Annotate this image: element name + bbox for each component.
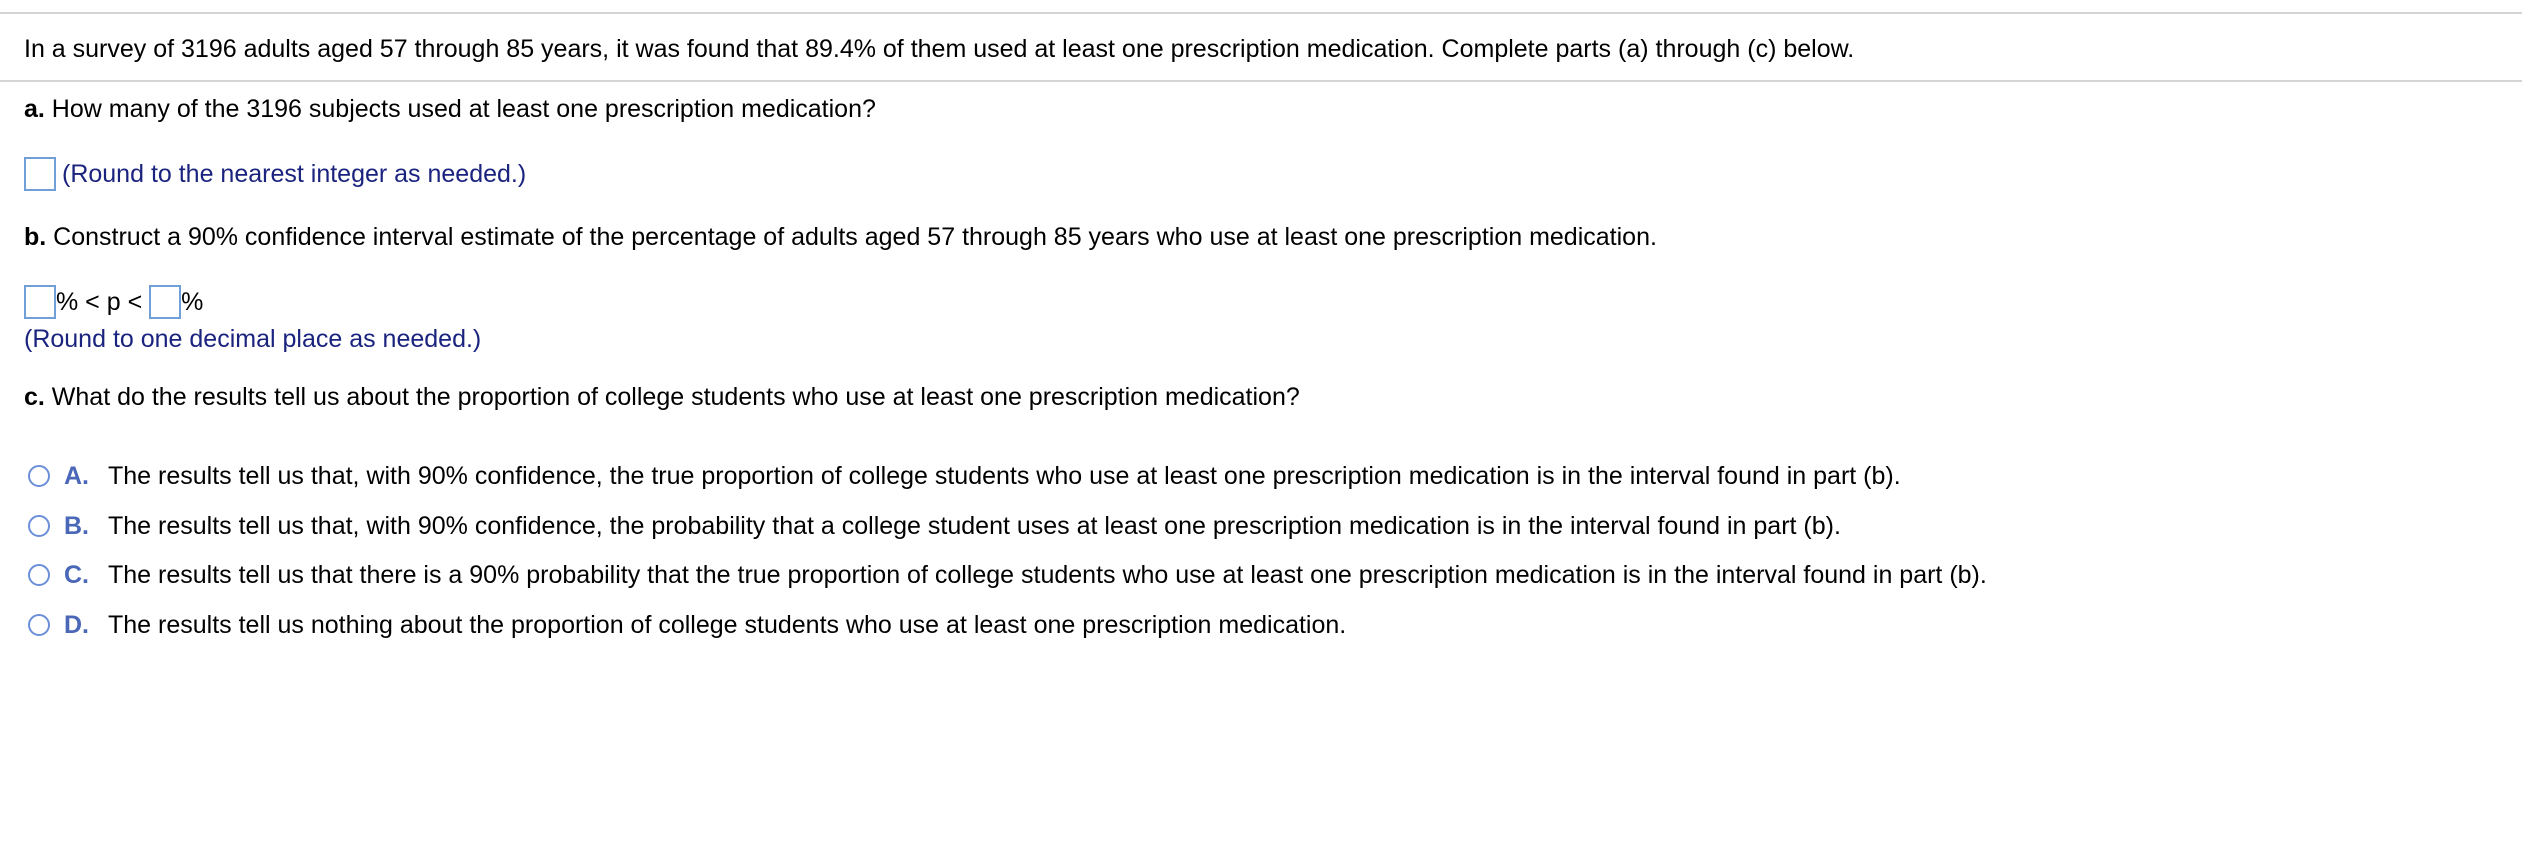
part-c-question-text: What do the results tell us about the proportion of college students who use at least one prescription medication? [44, 383, 1300, 411]
part-a-label: a. [24, 95, 45, 123]
part-b-question-text: Construct a 90% confidence interval estimate of the percentage of adults aged 57 through 85 years who use at least one prescription medication. [46, 223, 1657, 251]
part-c-question [24, 380, 1300, 414]
choice-text-b: The results tell us that, with 90% confidence, the probability that a college student uses at least one prescription medication is in the interval found in part (b). [108, 511, 1841, 540]
part-a-answer-row [24, 156, 526, 192]
radio-option-c[interactable] [28, 564, 50, 586]
choice-letter-b: B. [64, 511, 89, 540]
part-a-hint: (Round to the nearest integer as needed.) [62, 160, 527, 188]
part-b-hint: (Round to one decimal place as needed.) [24, 325, 482, 353]
top-divider [0, 12, 2522, 14]
radio-option-b[interactable] [28, 515, 50, 537]
choice-text-d: The results tell us nothing about the proportion of college students who use at least one prescription medication. [108, 610, 1347, 639]
choice-option-c[interactable] [28, 557, 1987, 593]
radio-option-a[interactable] [28, 465, 50, 487]
choice-letter-c: C. [64, 560, 89, 589]
part-a-answer-input[interactable] [24, 157, 56, 191]
part-a-question-text: How many of the 3196 subjects used at least one prescription medication? [44, 95, 876, 123]
part-b-end-text: % [181, 288, 204, 316]
radio-option-d[interactable] [28, 614, 50, 636]
part-b-question [24, 220, 1657, 254]
choice-letter-d: D. [64, 610, 89, 639]
part-b-label: b. [24, 223, 47, 251]
part-a-question [24, 92, 876, 126]
part-b-middle-text: % < p < [56, 288, 150, 316]
choice-option-a[interactable] [28, 458, 1901, 494]
part-b-upper-input[interactable] [149, 285, 181, 319]
choice-option-d[interactable] [28, 607, 1346, 643]
choice-text-a: The results tell us that, with 90% confidence, the true proportion of college students who use at least one prescription medication is in the interval found in part (b). [108, 461, 1901, 490]
choice-letter-a: A. [64, 461, 89, 490]
choice-option-b[interactable] [28, 508, 1841, 544]
part-b-interval-row [24, 284, 203, 320]
statement-divider [0, 80, 2522, 82]
part-c-label: c. [24, 383, 45, 411]
part-b-lower-input[interactable] [24, 285, 56, 319]
problem-statement: In a survey of 3196 adults aged 57 through 85 years, it was found that 89.4% of them used at least one prescription medication. Complete parts (a) through (c) below. [24, 35, 1855, 63]
choice-text-c: The results tell us that there is a 90% probability that the true proportion of college students who use at least one prescription medication is in the interval found in part (b). [108, 560, 1987, 589]
